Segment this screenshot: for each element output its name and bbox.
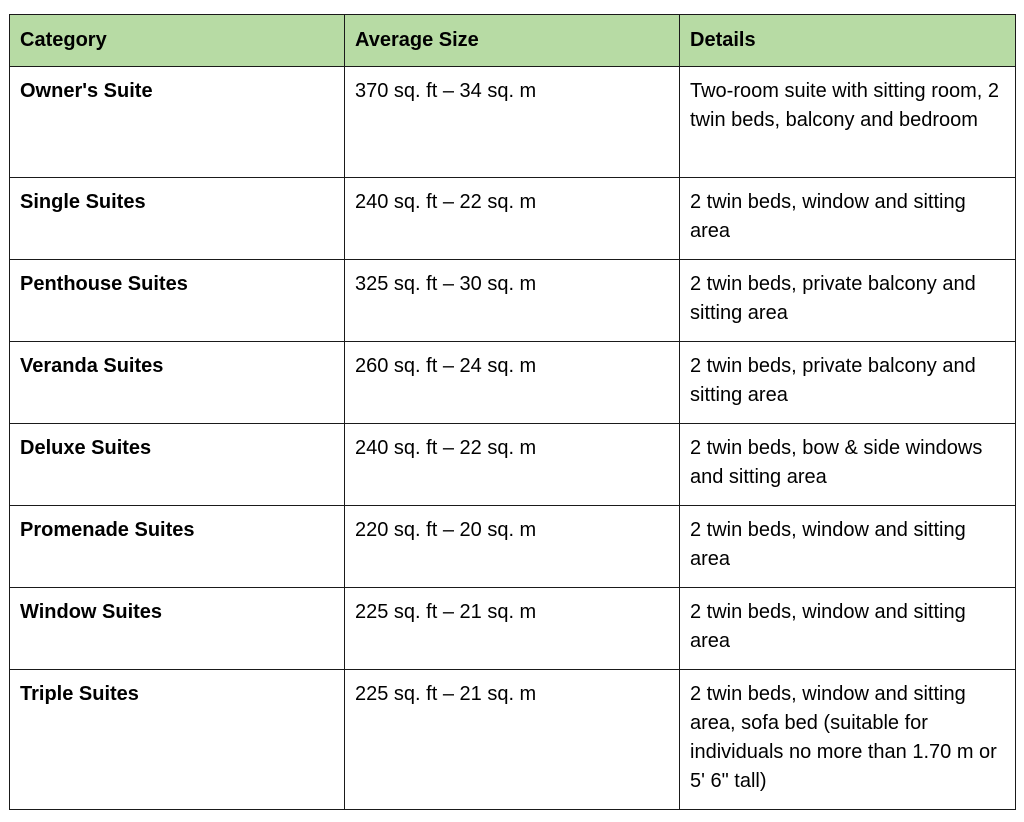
category-cell: Owner's Suite (10, 67, 345, 178)
table-row (10, 670, 1016, 810)
size-cell: 260 sq. ft – 24 sq. m (345, 342, 680, 424)
details-cell: 2 twin beds, private balcony and sitting area (680, 260, 1016, 342)
size-cell: 325 sq. ft – 30 sq. m (345, 260, 680, 342)
category-cell: Deluxe Suites (10, 424, 345, 506)
category-cell: Veranda Suites (10, 342, 345, 424)
table-row (10, 260, 1016, 342)
details-cell: 2 twin beds, private balcony and sitting area (680, 342, 1016, 424)
size-cell: 240 sq. ft – 22 sq. m (345, 178, 680, 260)
table-row (10, 506, 1016, 588)
details-cell: 2 twin beds, bow & side windows and sitting area (680, 424, 1016, 506)
details-cell: Two-room suite with sitting room, 2 twin beds, balcony and bedroom (680, 67, 1016, 178)
table-row (10, 342, 1016, 424)
category-cell: Single Suites (10, 178, 345, 260)
category-cell: Window Suites (10, 588, 345, 670)
header-average-size: Average Size (345, 15, 680, 67)
table-row (10, 588, 1016, 670)
table-row (10, 67, 1016, 178)
size-cell: 240 sq. ft – 22 sq. m (345, 424, 680, 506)
category-cell: Triple Suites (10, 670, 345, 810)
size-cell: 225 sq. ft – 21 sq. m (345, 670, 680, 810)
table-row (10, 178, 1016, 260)
header-details: Details (680, 15, 1016, 67)
details-cell: 2 twin beds, window and sitting area (680, 178, 1016, 260)
details-cell: 2 twin beds, window and sitting area (680, 588, 1016, 670)
size-cell: 225 sq. ft – 21 sq. m (345, 588, 680, 670)
size-cell: 220 sq. ft – 20 sq. m (345, 506, 680, 588)
details-cell: 2 twin beds, window and sitting area, sofa bed (suitable for individuals no more than 1.70 m or 5' 6" tall) (680, 670, 1016, 810)
category-cell: Promenade Suites (10, 506, 345, 588)
header-category: Category (10, 15, 345, 67)
table-row (10, 424, 1016, 506)
details-cell: 2 twin beds, window and sitting area (680, 506, 1016, 588)
table-header-row (10, 15, 1016, 67)
category-cell: Penthouse Suites (10, 260, 345, 342)
suite-categories-table (9, 14, 1016, 810)
size-cell: 370 sq. ft – 34 sq. m (345, 67, 680, 178)
